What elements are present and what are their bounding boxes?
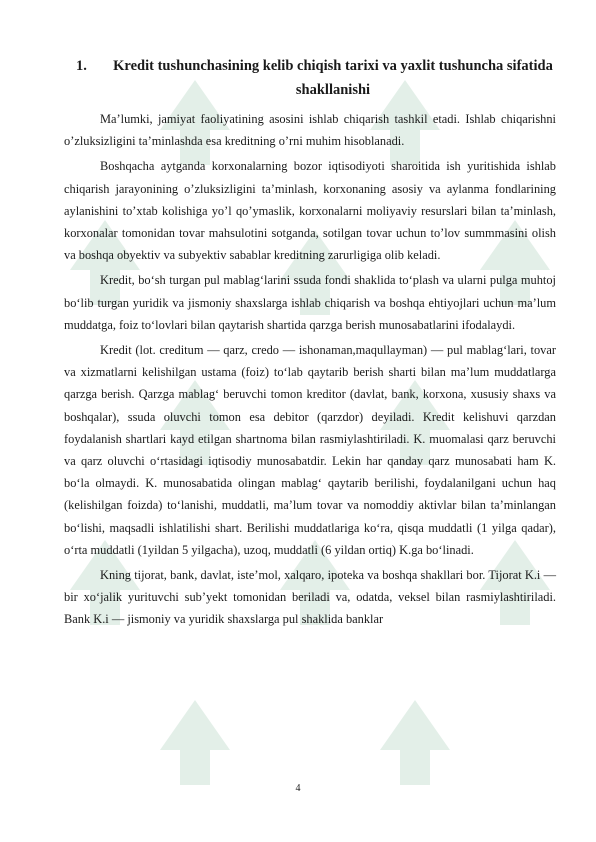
paragraph-4: Kredit (lot. creditum — qarz, credo — ishonaman,maqullayman) — pul mablag‘lari, tovar va xizmatlarni kelishilgan ustama (foiz) to‘lab qaytarib berish sharti bilan ma’lum muddatlarga qarzga berish. Qarzga mablag‘ beruvchi tomon kreditor (davlat, bank, korxona, xususiy shaxs va boshqalar), ssuda oluvchi tomon esa debitor (qarzdor) deyiladi. Kredit kelishuvi qarzdan foydalanish shartlari kayd etilgan shartnoma bilan rasmiylashtiriladi. K. muomalasi qarz beruvchi va qarz oluvchi o‘rtasidagi iqtisodiy munosabatdir. Lekin har qanday qarz munosabati ham K. bo‘la olmaydi. K. munosabatida olingan mablag‘ qaytarib berilishi, foydalanilgani uchun haq (kelishilgan foizda) to‘lanishi, muddatli, ma’lum tovar va nomoddiy aktivlar bilan ta’minlangan bo‘lishi, maqsadli ishlatilishi shart. Berilishi muddatlariga ko‘ra, qisqa muddatli (1 yilga qadar), o‘rta muddatli (1yildan 5 yilgacha), uzoq, muddatli (6 yildan ortiq) K.ga bo‘linadi. — [64, 343, 556, 557]
section-number: 1. — [76, 58, 87, 74]
section-title: Kredit tushunchasining kelib chiqish tarixi va yaxlit tushuncha sifatida shakllanishi — [113, 58, 553, 98]
watermark-logo — [150, 680, 240, 790]
watermark-logo — [370, 680, 460, 790]
section-heading — [64, 54, 556, 102]
paragraph-5: Kning tijorat, bank, davlat, iste’mol, xalqaro, ipoteka va boshqa shakllari bor. Tijorat K.i — bir xo‘jalik yurituvchi sub’yekt tomonidan beriladi va, odatda, veksel bilan rasmiylashtiriladi. Bank K.i — jismoniy va yuridik shaxslarga pul shaklida banklar — [64, 568, 556, 627]
page-number: 4 — [295, 783, 301, 794]
paragraph-1: Ma’lumki, jamiyat faoliyatining asosini ishlab chiqarish tashkil etadi. Ishlab chiqarishni o’zluksizligini ta’minlashda esa kreditning o’rni muhim hisoblanadi. — [64, 112, 556, 149]
paragraph-2: Boshqacha aytganda korxonalarning bozor iqtisodiyoti sharoitida ish yuritishida ishlab chiqarish jarayonining o’zluksizligini ta’minlash, korxonaning asosiy va aylanma fondlarining aylanishini to’xtab kolishiga yo’l qo’ymaslik, korxonalarni moliyaviy resurslari bilan ta’minlash, korxonalar tomonidan tovar mahsulotini sotganda, sotilgan tovar uchun to’lov summmasini olish va boshqa obyektiv va subyektiv sabablar kreditning zarurligiga olib keladi. — [64, 159, 556, 263]
paragraph-3: Kredit, bo‘sh turgan pul mablag‘larini ssuda fondi shaklida to‘plash va ularni pulga muhtoj bo‘lib turgan yuridik va jismoniy shaxslarga ishlab chiqarish va boshqa ehtiyojlari uchun ma’lum muddatga, foiz to‘lovlari bilan qaytarish shartida qarzga berish munosabatlarini ifodalaydi. — [64, 273, 556, 332]
document-page — [64, 54, 556, 634]
